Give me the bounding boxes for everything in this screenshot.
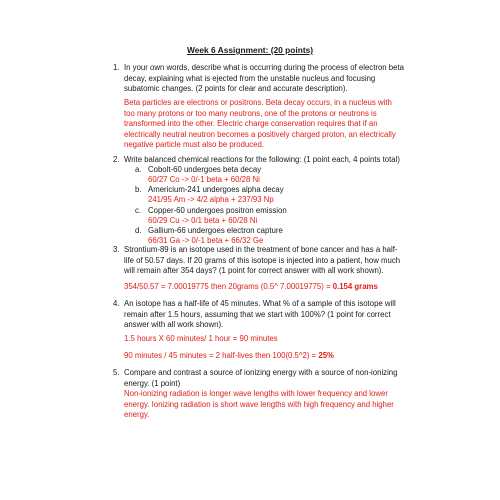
part-text: Cobolt-60 undergoes beta decay bbox=[148, 165, 262, 174]
part-text: Americium-241 undergoes alpha decay bbox=[148, 185, 284, 194]
reaction-answer: 60/27 Co -> 0/-1 beta + 60/28 Ni bbox=[148, 175, 260, 184]
part-letter: b. bbox=[135, 185, 142, 194]
question-line: An isotope has a half-life of 45 minutes. What % of a sample of this isotope will bbox=[124, 299, 396, 308]
question-line: will remain after 354 days? (1 point for correct answer with all work shown). bbox=[124, 266, 384, 276]
question-line: In your own words, describe what is occurring during the process of electron beta bbox=[124, 63, 404, 72]
question-line: Compare and contrast a source of ionizing energy with a source of non-ionizing bbox=[124, 368, 398, 377]
question-line: decay, explaining what is ejected from the unstable nucleus and focusing bbox=[124, 73, 376, 83]
answer-line: energy. bbox=[124, 410, 150, 420]
question-number: 2. bbox=[113, 155, 120, 164]
question-text bbox=[124, 63, 404, 95]
answer-line: 1.5 hours X 60 minutes/ 1 hour = 90 minutes bbox=[124, 334, 278, 343]
answer-line: transformed into the other. Electric charge conservation requires that if an bbox=[124, 119, 378, 129]
question-number: 3. bbox=[113, 245, 120, 254]
answer-result: 0.154 grams bbox=[332, 282, 378, 291]
question-line: remain after 1.5 hours, assuming that we start with 100%? (1 point for correct bbox=[124, 309, 391, 319]
question-line: subatomic changes. (2 points for clear and accurate description). bbox=[124, 84, 348, 94]
question-line: answer with all work shown). bbox=[124, 320, 224, 330]
answer-line: too many protons or too many neutrons, one of the protons or neutrons is bbox=[124, 108, 377, 118]
part-letter: a. bbox=[135, 165, 142, 174]
answer-work: 354/50.57 = 7.00019775 then 20grams (0.5^ 7.00019775) = bbox=[124, 282, 333, 291]
question-number: 5. bbox=[113, 368, 120, 377]
answer-line: Non-ionizing radiation is longer wave lengths with lower frequency and lower bbox=[124, 389, 388, 398]
question-number: 1. bbox=[113, 63, 120, 72]
part-text: Copper-60 undergoes positron emission bbox=[148, 206, 287, 215]
question-line: life of 50.57 days. If 20 grams of this isotope is injected into a patient, how much bbox=[124, 255, 401, 265]
part-text: Gallium-66 undergoes electron capture bbox=[148, 226, 283, 235]
answer-line: Beta particles are electrons or positrons. Beta decay occurs, in a nucleus with bbox=[124, 98, 392, 107]
answer-work: 90 minutes / 45 minutes = 2 half-lives then 100(0.5^2) = bbox=[124, 351, 319, 360]
question-line: Write balanced chemical reactions for the following: (1 point each, 4 points total) bbox=[124, 155, 400, 164]
reaction-answer: 60/29 Cu -> 0/1 beta + 60/28 Ni bbox=[148, 216, 258, 225]
reaction-answer: 241/95 Am -> 4/2 alpha + 237/93 Np bbox=[148, 195, 274, 204]
question-line: energy. (1 point) bbox=[124, 378, 181, 388]
part-letter: c. bbox=[135, 206, 142, 215]
answer-line: electrically neutral neutron becomes a positively charged proton, an electrically bbox=[124, 129, 396, 139]
part-letter: d. bbox=[135, 226, 142, 235]
answer-result: 25% bbox=[318, 351, 334, 360]
answer-line: energy. Ionizing radiation is short wave lengths with high frequency and higher bbox=[124, 399, 394, 409]
question-line: Strontium-89 is an isotope used in the treatment of bone cancer and has a half- bbox=[124, 245, 398, 254]
answer-line: negative particle must also be produced. bbox=[124, 140, 264, 150]
assignment-title: Week 6 Assignment: (20 points) bbox=[186, 45, 314, 55]
reaction-answer: 66/31 Ga -> 0/-1 beta + 66/32 Ge bbox=[148, 236, 264, 245]
question-number: 4. bbox=[113, 299, 120, 308]
